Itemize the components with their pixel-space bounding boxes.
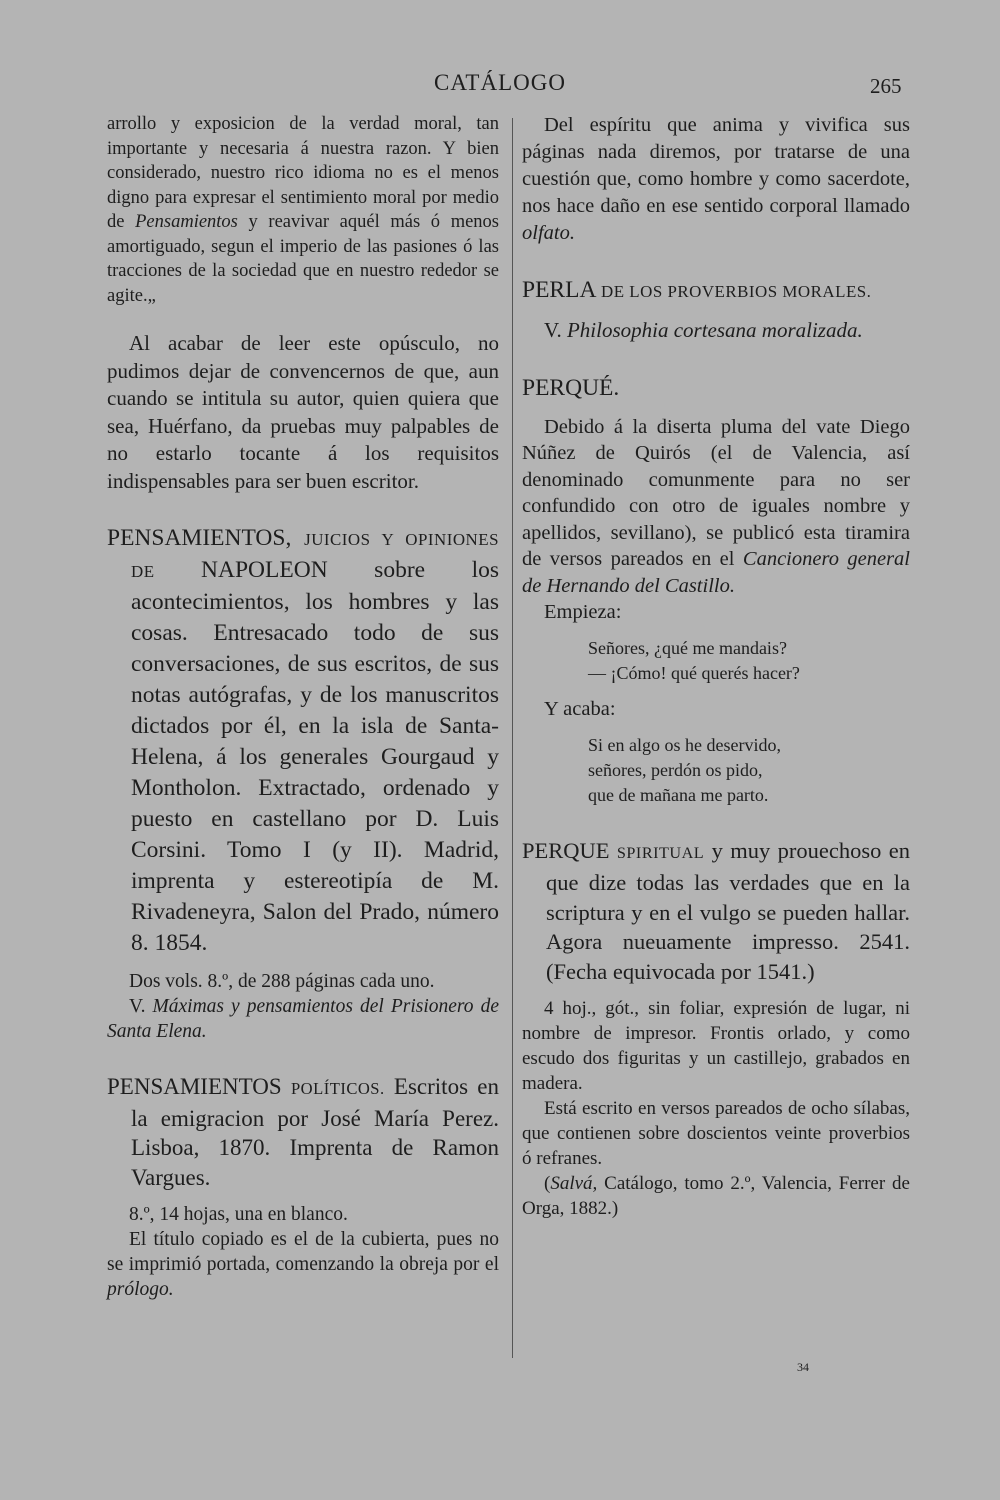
italic-title: Pensamientos bbox=[135, 212, 238, 232]
entry-smallcaps: SPIRITUAL bbox=[616, 843, 705, 862]
paragraph-continuation bbox=[107, 112, 499, 308]
verse-line: Si en algo os he deservido, bbox=[588, 734, 781, 755]
catalog-entry-perque-spiritual bbox=[522, 836, 910, 987]
paragraph-text: y reavivar aquél más ó menos amortiguado, segun el imperio de las pasiones ó las tracciones de la sociedad que en nuestro rededor se agite.„ bbox=[107, 212, 500, 306]
entry-body: Escritos en la emigracion por José María Perez. Lisboa, 1870. Imprenta de Ramon Vargues. bbox=[131, 1074, 500, 1190]
note-text: El título copiado es el de la cubierta, pues no se imprimió portada, comenzando la obreja por el bbox=[107, 1229, 499, 1275]
page-number: 265 bbox=[870, 74, 902, 98]
note-italic: prólogo. bbox=[107, 1279, 174, 1300]
entry-reference bbox=[522, 317, 910, 345]
column-divider bbox=[512, 118, 513, 1358]
reference-italic: Máximas y pensamientos del Prisionero de Santa Elena. bbox=[107, 996, 499, 1042]
verse-block-end bbox=[522, 733, 910, 808]
verse-line: — ¡Cómo! qué querés hacer? bbox=[588, 662, 800, 683]
citation-text: Catálogo, tomo 2.º, Valencia, Ferrer de Orga, 1882.) bbox=[522, 1173, 910, 1219]
catalog-entry-pensamientos-napoleon bbox=[107, 523, 499, 959]
paragraph-text: arrollo y exposicion de la verdad moral, tan importante y necesaria á nuestra razon. Y bien considerado, nuestro rico idioma no es el menos digno para expresar el sentimiento moral por medio de bbox=[107, 114, 499, 232]
entry-headword: PERLA bbox=[522, 277, 596, 303]
entry-citation bbox=[522, 1171, 910, 1221]
citation-italic: Salvá, bbox=[550, 1173, 598, 1194]
paragraph-commentary: Al acabar de leer este opúsculo, no pudimos dejar de convencernos de que, aun cuando se intitula su autor, quien quiera que sea, Huérfano, da pruebas muy palpables de no estarlo tocante á los requisitos indispensables para ser buen escritor. bbox=[107, 331, 499, 493]
catalog-entry-perla bbox=[522, 275, 910, 307]
running-header: CATÁLOGO bbox=[434, 70, 566, 95]
body-text: Debido á la diserta pluma del vate Diego Núñez de Quirós (el de Valencia, así denominado comunmente para no ser confundido con otro de iguales nombre y apellidos, sevillano), se publicó esta tiramira de versos pareados en el bbox=[522, 415, 910, 570]
italic-word: olfato. bbox=[522, 222, 575, 244]
entry-reference bbox=[107, 994, 499, 1044]
catalog-entry-perque: PERQUÉ. bbox=[522, 374, 620, 401]
entry-headword: PENSAMIENTOS, bbox=[107, 525, 292, 551]
left-column bbox=[107, 112, 499, 1302]
reference-prefix: V. bbox=[544, 318, 567, 342]
verse-line: Señores, ¿qué me mandais? bbox=[588, 637, 787, 658]
right-column bbox=[522, 112, 910, 1221]
entry-name: NAPOLEON bbox=[201, 557, 328, 583]
entry-headword: PENSAMIENTOS bbox=[107, 1074, 282, 1099]
citation-paren: ( bbox=[544, 1173, 551, 1194]
entry-note: Está escrito en versos pareados de ocho sílabas, que contienen sobre doscientos veinte proverbios ó refranes. bbox=[522, 1098, 910, 1169]
acaba-label: Y acaba: bbox=[544, 697, 616, 720]
entry-smallcaps: POLÍTICOS. bbox=[290, 1079, 385, 1098]
verse-line: que de mañana me parto. bbox=[588, 784, 769, 805]
empieza-label: Empieza: bbox=[544, 601, 622, 623]
entry-description: 4 hoj., gót., sin foliar, expresión de lugar, ni nombre de impresor. Frontis orlado, y como escudo dos figuritas y un castillejo, grabados en madera. bbox=[522, 998, 910, 1094]
catalog-entry-pensamientos-politicos bbox=[107, 1072, 499, 1192]
signature-mark: 34 bbox=[797, 1360, 809, 1374]
verse-line: señores, perdón os pido, bbox=[588, 759, 763, 780]
entry-smallcaps: DE LOS PROVERBIOS MORALES. bbox=[601, 282, 872, 301]
entry-headword: PERQUE bbox=[522, 837, 610, 863]
reference-italic: Philosophia cortesana moralizada. bbox=[566, 318, 863, 342]
paragraph-commentary bbox=[522, 112, 910, 247]
entry-body: sobre los acontecimientos, los hombres y las cosas. Entresacado todo de sus conversaciones, de sus escritos, de sus notas autógrafas, y de los manuscritos dictados por él, en la isla de Santa-Helena, á los generales Gourgaud y Montholon. Extractado, ordenado y puesto en castellano por D. Luis Corsini. Tomo I (y II). Madrid, imprenta y estereotipía de M. Rivadeneyra, Salon del Prado, número 8. 1854. bbox=[131, 557, 500, 956]
entry-body bbox=[522, 414, 910, 600]
entry-note bbox=[107, 1227, 499, 1302]
entry-smallcaps: JUICIOS Y OPINIONES DE bbox=[131, 530, 499, 581]
verse-block-start bbox=[522, 636, 910, 686]
body-italic: Cancionero general de Hernando del Castillo. bbox=[522, 548, 910, 597]
entry-description: 8.º, 14 hojas, una en blanco. bbox=[129, 1204, 348, 1225]
paragraph-text: Del espíritu que anima y vivifica sus páginas nada diremos, por tratarse de una cuestión que, como hombre y como sacerdote, nos hace daño en ese sentido corporal llamado bbox=[522, 114, 910, 217]
entry-description: Dos vols. 8.º, de 288 páginas cada uno. bbox=[129, 971, 435, 992]
entry-body: y muy prouechoso en que dize todas las verdades que en la scriptura y en el vulgo se pueden hallar. Agora nueuamente impresso. 2541. (Fecha equivocada por 1541.) bbox=[546, 837, 910, 984]
reference-prefix: V. bbox=[129, 996, 153, 1017]
